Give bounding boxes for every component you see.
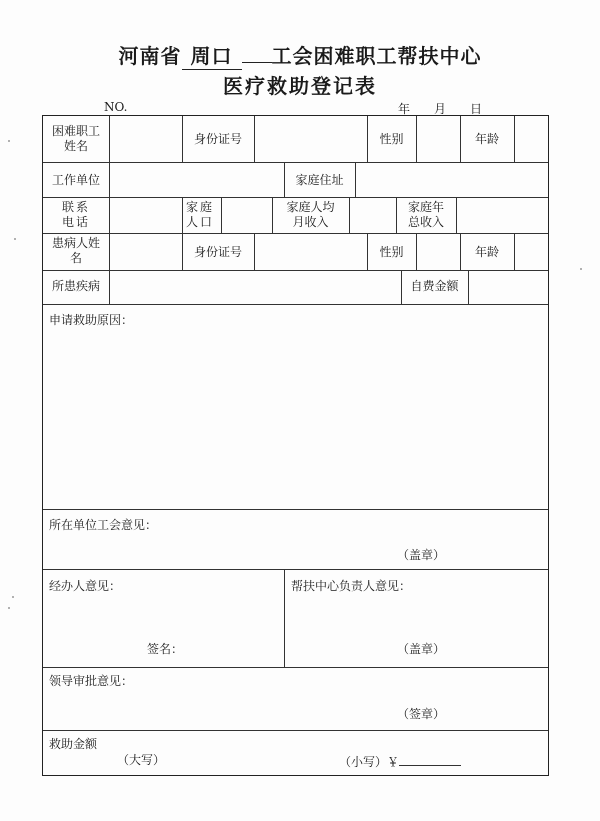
handler-opinion-label: 经办人意见： (49, 579, 122, 593)
avg-income-label: 家庭人均 月收入 (286, 200, 335, 229)
self-paid-label: 自费金额 (410, 279, 459, 293)
r3-v2 (182, 197, 183, 233)
row-line-2 (43, 197, 548, 198)
r3-v1 (109, 197, 110, 233)
worker-id-label: 身份证号 (193, 132, 242, 146)
r1-v3 (254, 116, 255, 162)
row-line-1 (43, 162, 548, 163)
home-address-label: 家庭住址 (295, 173, 344, 187)
row-line-9 (43, 730, 548, 731)
amount-figures-label: （小写）￥ (339, 753, 461, 770)
patient-name-label: 患病人姓 名 (51, 236, 100, 265)
worker-gender-label: 性别 (379, 132, 404, 146)
r5-v1 (109, 270, 110, 304)
scan-speck (14, 238, 16, 240)
household-size-label: 家庭 人口 (186, 200, 215, 229)
r5-v3 (468, 270, 469, 304)
scan-speck (8, 607, 10, 609)
row-line-8 (43, 667, 548, 668)
r4-v5 (416, 233, 417, 270)
patient-id-label: 身份证号 (193, 245, 242, 259)
amount-words-label: （大写） (117, 753, 166, 767)
amount-label: 救助金额 (49, 737, 98, 751)
date-month: 月 (434, 102, 447, 116)
reason-label: 申请救助原因： (49, 313, 134, 327)
work-unit-label: 工作单位 (51, 173, 100, 187)
leader-opinion-label: 领导审批意见： (49, 674, 134, 688)
title-city: 周口 (182, 40, 242, 70)
row-line-5 (43, 304, 548, 305)
row-line-7 (43, 569, 548, 570)
contact-phone-label: 联系 电话 (61, 200, 90, 229)
r3-v7 (456, 197, 457, 233)
scan-speck (8, 140, 10, 142)
scan-speck (580, 268, 582, 270)
r2-v3 (355, 162, 356, 197)
patient-age-label: 年龄 (474, 245, 499, 259)
registration-form (42, 115, 549, 776)
title-city-underline (242, 42, 272, 63)
handler-sign-label: 签名： (147, 642, 184, 656)
worker-name-label: 困难职工 姓名 (51, 124, 100, 153)
serial-no-label: NO. (104, 100, 128, 114)
row-line-6 (43, 509, 548, 510)
title-prefix: 河南省 (118, 44, 182, 68)
row-line-4 (43, 270, 548, 271)
center-head-opinion-label: 帮扶中心负责人意见： (291, 579, 412, 593)
r3-v5 (349, 197, 350, 233)
document-title (0, 40, 600, 70)
r1-v1 (109, 116, 110, 162)
r1-v5 (416, 116, 417, 162)
r4-v3 (254, 233, 255, 270)
date-year: 年 (398, 102, 411, 116)
r1-v7 (514, 116, 515, 162)
leader-sign-label: （签章） (397, 707, 446, 721)
title-suffix: 工会困难职工帮扶中心 (271, 44, 482, 68)
worker-age-label: 年龄 (474, 132, 499, 146)
document-subtitle: 医疗救助登记表 (223, 74, 377, 98)
disease-label: 所患疾病 (51, 279, 100, 293)
union-opinion-label: 所在单位工会意见： (49, 518, 158, 532)
opinion-split (284, 569, 285, 667)
total-income-label: 家庭年 总收入 (407, 200, 444, 229)
r2-v1 (109, 162, 110, 197)
r4-v1 (109, 233, 110, 270)
row-line-3 (43, 233, 548, 234)
scan-speck (12, 596, 14, 598)
patient-gender-label: 性别 (379, 245, 404, 259)
date-day: 日 (470, 102, 483, 116)
center-seal-label: （盖章） (397, 642, 446, 656)
amount-figures-blank (399, 753, 461, 766)
r4-v7 (514, 233, 515, 270)
union-seal-label: （盖章） (397, 548, 446, 562)
